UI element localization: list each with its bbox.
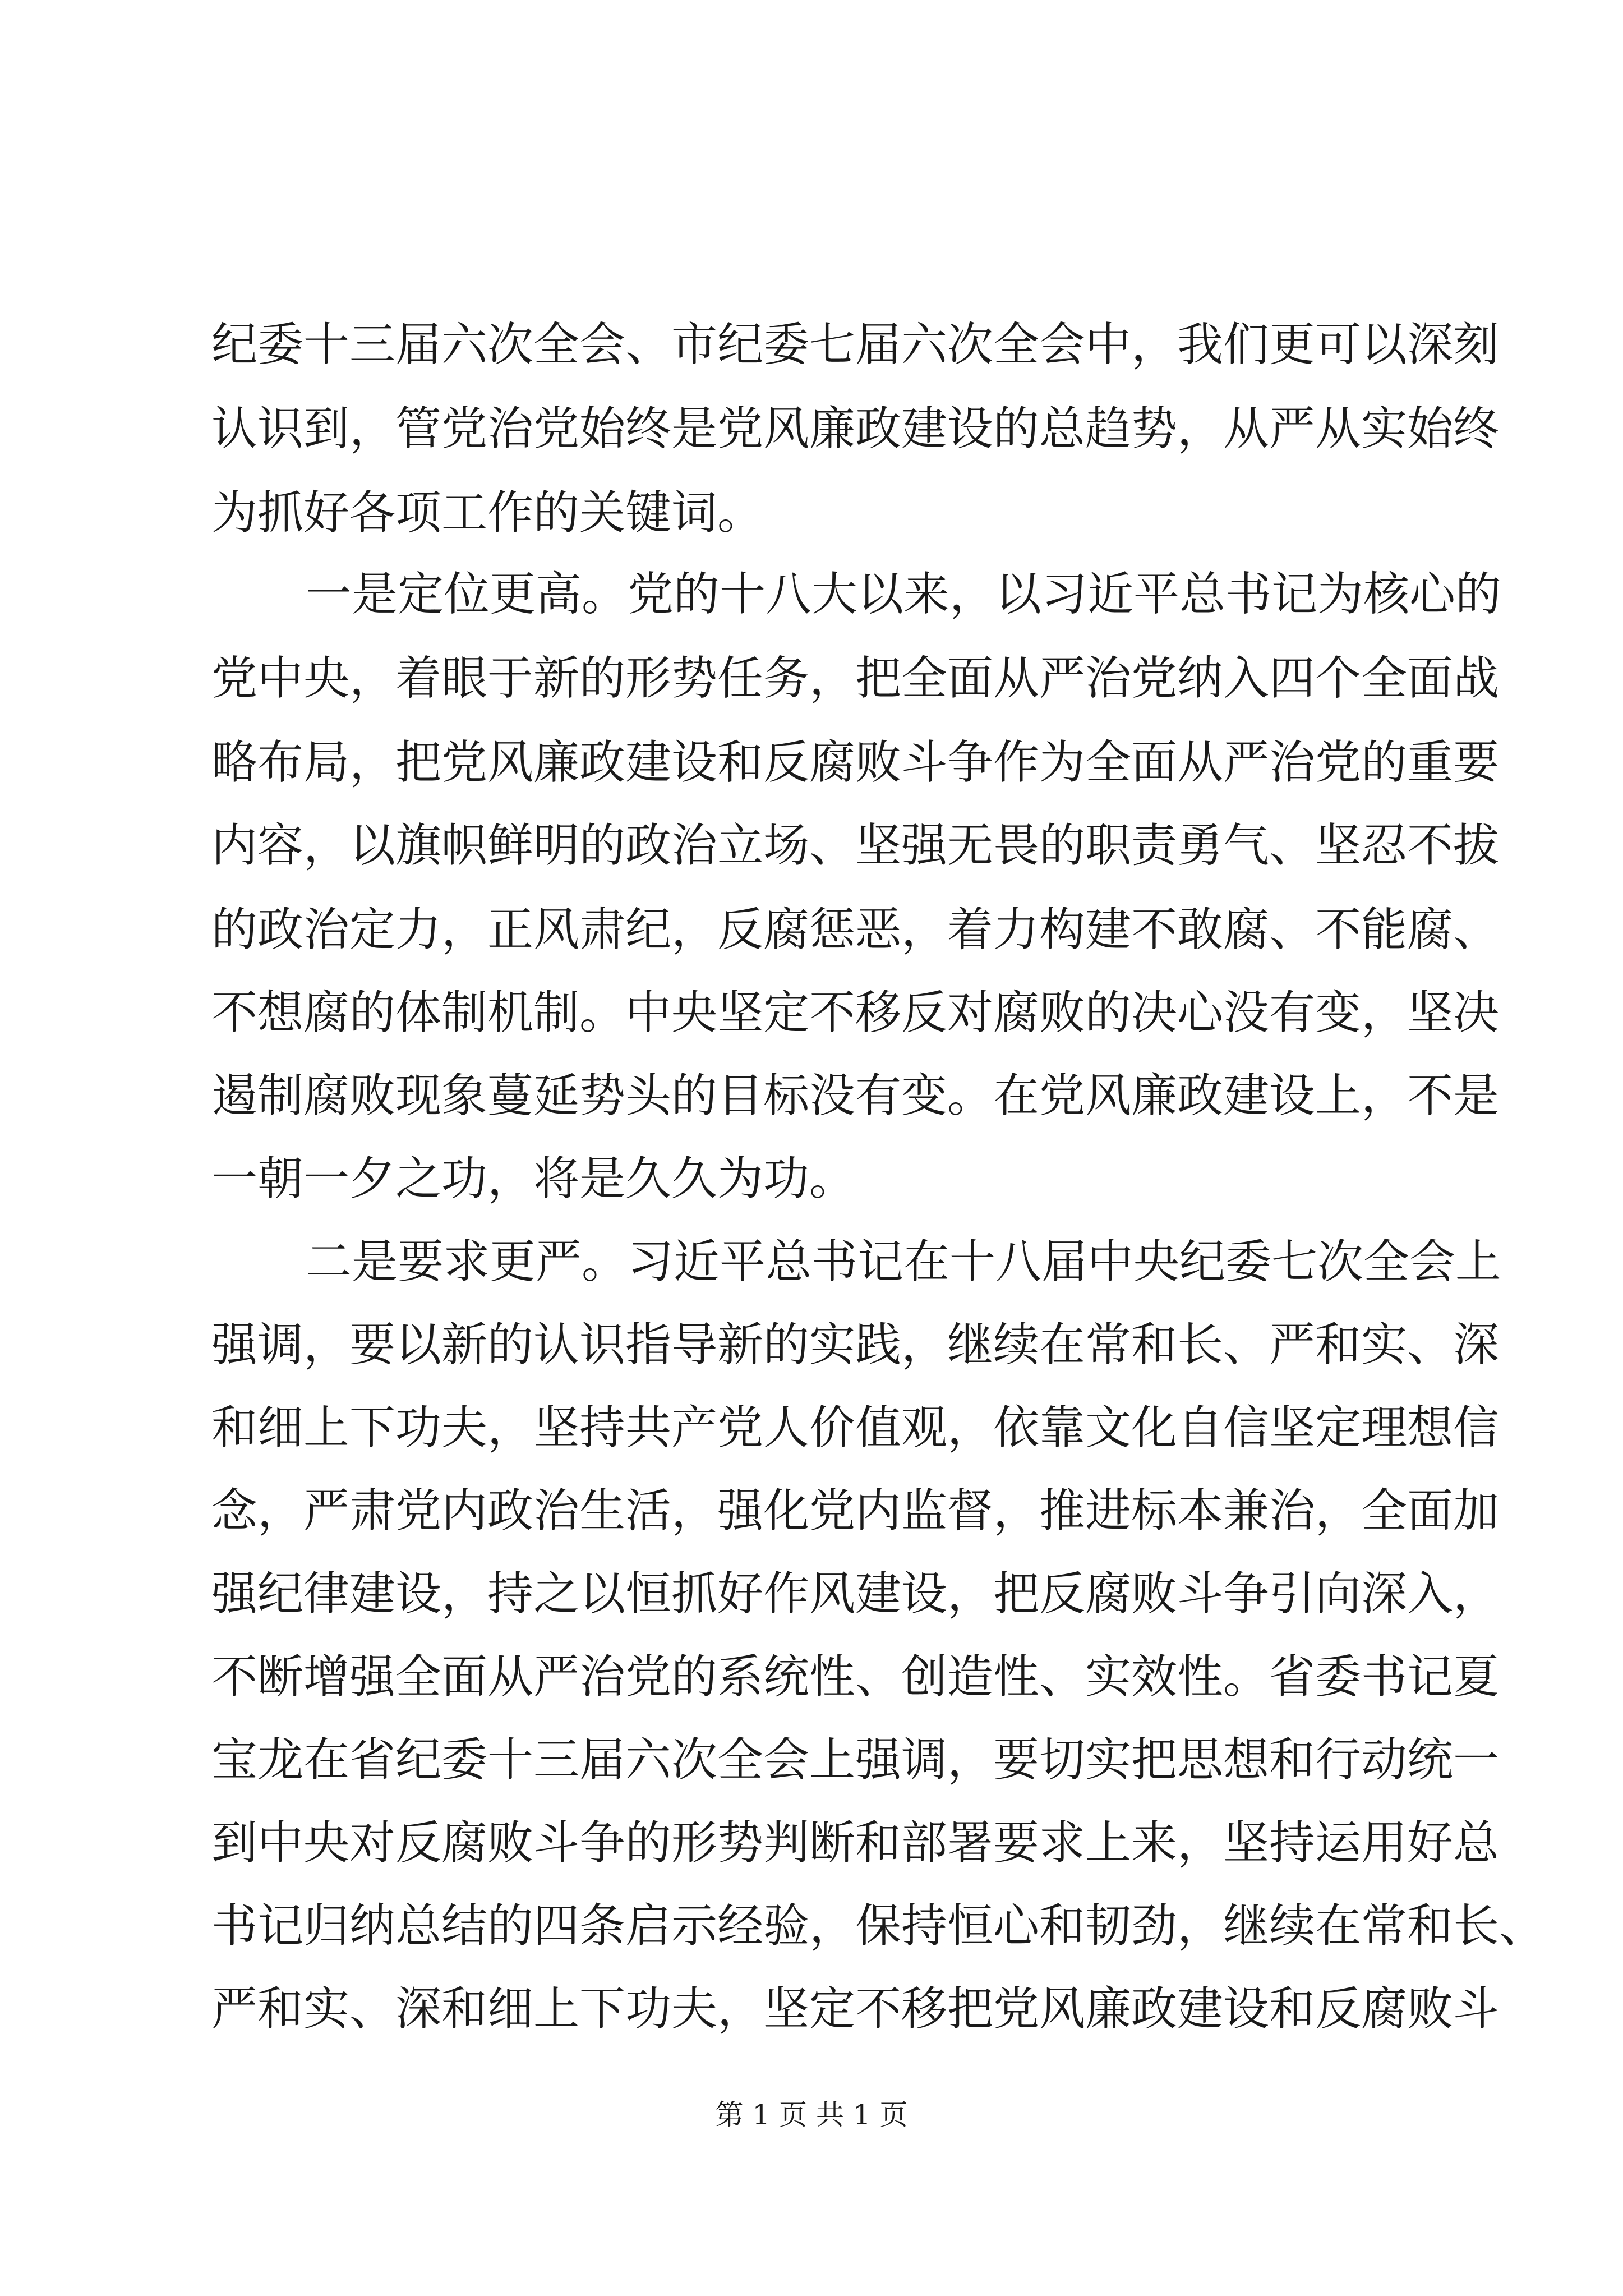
text-line: 不想腐的体制机制。中央坚定不移反对腐败的决心没有变，坚决 <box>211 986 1500 1039</box>
text-line: 书记归纳总结的四条启示经验，保持恒心和韧劲，继续在常和长、 <box>211 1899 1546 1953</box>
text-line: 不断增强全面从严治党的系统性、创造性、实效性。省委书记夏 <box>211 1650 1500 1704</box>
paragraph-start-line: 二是要求更严。习近平总书记在十八届中央纪委七次全会上 <box>306 1235 1502 1289</box>
text-line: 严和实、深和细上下功夫，坚定不移把党风廉政建设和反腐败斗 <box>211 1982 1500 2036</box>
text-line: 的政治定力，正风肃纪，反腐惩恶，着力构建不敢腐、不能腐、 <box>211 903 1500 956</box>
page-number-footer: 第 1 页 共 1 页 <box>715 2099 908 2131</box>
text-line: 念，严肃党内政治生活，强化党内监督，推进标本兼治，全面加 <box>211 1484 1500 1538</box>
text-line: 党中央，着眼于新的形势任务，把全面从严治党纳入四个全面战 <box>211 652 1500 705</box>
text-line: 宝龙在省纪委十三届六次全会上强调，要切实把思想和行动统一 <box>211 1733 1500 1787</box>
text-line: 和细上下功夫，坚持共产党人价值观，依靠文化自信坚定理想信 <box>211 1401 1500 1455</box>
text-line: 为抓好各项工作的关键词。 <box>211 486 764 540</box>
text-line: 内容，以旗帜鲜明的政治立场、坚强无畏的职责勇气、坚忍不拔 <box>211 819 1500 872</box>
text-line: 纪委十三届六次全会、市纪委七届六次全会中，我们更可以深刻 <box>211 318 1500 371</box>
text-line: 遏制腐败现象蔓延势头的目标没有变。在党风廉政建设上，不是 <box>211 1069 1500 1122</box>
text-line: 略布局，把党风廉政建设和反腐败斗争作为全面从严治党的重要 <box>211 736 1500 789</box>
paragraph-start-line: 一是定位更高。党的十八大以来，以习近平总书记为核心的 <box>306 568 1502 621</box>
text-line: 强调，要以新的认识指导新的实践，继续在常和长、严和实、深 <box>211 1318 1500 1372</box>
text-line: 强纪律建设，持之以恒抓好作风建设，把反腐败斗争引向深入， <box>211 1567 1500 1621</box>
text-line: 认识到，管党治党始终是党风廉政建设的总趋势，从严从实始终 <box>211 402 1500 455</box>
text-line: 一朝一夕之功，将是久久为功。 <box>211 1152 856 1205</box>
text-line: 到中央对反腐败斗争的形势判断和部署要求上来，坚持运用好总 <box>211 1816 1500 1870</box>
